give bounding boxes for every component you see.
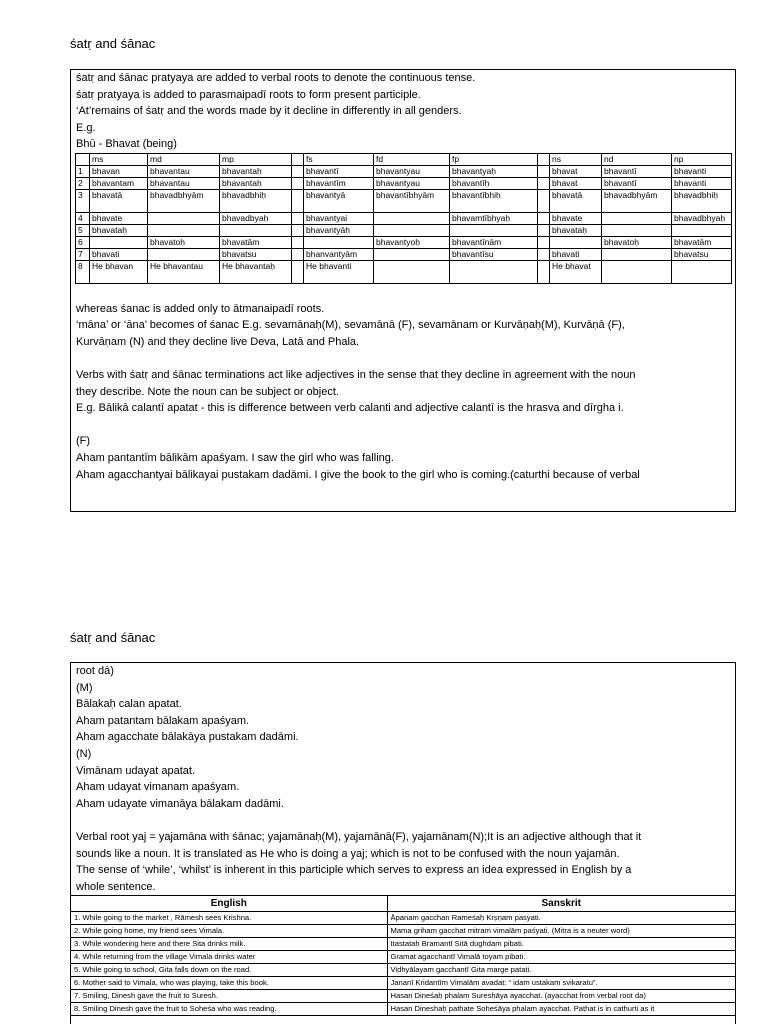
table-cell [538,224,550,236]
table-cell: bhavantyāḥ [304,224,374,236]
table-cell: bhavataḥ [550,224,602,236]
table-cell: He bhavat [550,260,602,283]
table-cell [450,260,538,283]
table-cell: bhavatā [90,189,148,212]
table-cell: bhavantī [602,165,672,177]
table-cell: bhavantaḥ [220,177,292,189]
table-cell: bhavat [550,177,602,189]
table-cell: bhavadbhyām [602,189,672,212]
table-cell [672,224,732,236]
sanskrit-cell: Vidhyālayam gacchantī Gita marge patati. [387,964,735,977]
table-cell [538,260,550,283]
table-cell [538,236,550,248]
text-line: Kurvāṇam (N) and they decline live Deva, Latā and Phala. [76,335,360,348]
column-header: ns [550,153,602,165]
column-header: md [148,153,220,165]
text-line [71,350,735,367]
sanskrit-cell: Mama griham gacchat mitram vimalām paśyati. (Mitra is a neuter word) [387,925,735,938]
table-cell [538,248,550,260]
table-cell [292,236,304,248]
sanskrit-cell: Itastataḥ Bramantī Sitā dughdam pibati. [387,938,735,951]
english-cell: 4. While returning from the village Vimala drinks water [71,951,387,964]
text-line: whereas śanac is added only to ātmanaipadī roots. [76,302,325,315]
text-line: whole sentence. [76,880,156,893]
table-cell: bhavadbyaḥ [220,212,292,224]
table-cell [148,248,220,260]
text-line: (F) [76,435,91,448]
table-cell: bhavantīḥ [450,177,538,189]
text-line [71,812,735,829]
table-row [76,248,732,260]
table-cell [148,212,220,224]
table-cell [602,212,672,224]
table-cell [602,224,672,236]
table-cell: bhavantam [90,177,148,189]
table-cell [672,260,732,283]
sanskrit-cell: Hasan Dineśaḥ phalam Sureshāya ayacchat. (ayacchat from verbal root da) [387,990,735,1003]
table-cell: 1 [76,165,90,177]
english-cell: 8. Smiling Dinesh gave the fruit to Soheśa who was reading. [71,1003,387,1016]
table-cell [148,224,220,236]
table-cell: He bhavantau [148,260,220,283]
translation-table [71,895,735,1016]
text-line: sounds like a noun. It is translated as He who is doing a yaj; which is not to be confused with the noun yajamān. [76,847,620,860]
table-cell [538,165,550,177]
table-cell [550,236,602,248]
table-row [71,1003,735,1016]
column-header: np [672,153,732,165]
table-cell [220,224,292,236]
table-row [71,990,735,1003]
table-cell: bhavantyai [304,212,374,224]
sanskrit-cell: Hasan Dineshaḥ pathate Soheśāya phalam ayacchat. Paṭhat is in cathurti as it [387,1003,735,1016]
table-cell: bhavatoḥ [602,236,672,248]
table-cell: 6 [76,236,90,248]
column-header: ms [90,153,148,165]
table-cell: bhavadbhyaḥ [672,212,732,224]
table-cell: bhavatā [550,189,602,212]
english-cell: 2. While going home, my friend sees Vimala. [71,925,387,938]
text-line: śatṛ pratyaya is added to parasmaipadī roots to form present participle. [76,88,421,101]
table-cell: bhavantīnām [450,236,538,248]
table-cell: bhavan [90,165,148,177]
table-cell: 7 [76,248,90,260]
table-cell [292,224,304,236]
table-cell [292,189,304,212]
table-cell: bhavantau [148,177,220,189]
english-cell: 5. While going to school, Gita falls down on the road. [71,964,387,977]
text-line: Aham agacchate bālakāya pustakam dadāmi. [76,731,299,744]
sanskrit-cell: Jananī Kridantīm Vimalām avadat: “ idam ustakam svikaratu”. [387,977,735,990]
column-header [538,153,550,165]
column-header: nd [602,153,672,165]
text-line: Aham pantantīm bālikām apaśyam. I saw the girl who was falling. [76,451,394,464]
table-cell: bhavat [550,165,602,177]
text-line: ‘māna’ or ‘āna’ becomes of śanac E.g. sevamānaḥ(M), sevamānā (F), sevamānam or Kurvāṇaḥ(M), Kurvāṇā (F), [76,319,625,332]
text-line: Bhū - Bhavat (being) [76,138,177,151]
table-cell [374,224,450,236]
table-row [71,977,735,990]
table-cell [602,260,672,283]
text-line: E.g. [76,121,96,134]
text-line: The sense of ‘while’, ‘whilst’ is inherent in this participle which serves to express an idea expressed in English by a [76,864,632,877]
column-header: fd [374,153,450,165]
table-cell: 3 [76,189,90,212]
table-cell: bhavantīm [304,177,374,189]
content-box-2 [70,662,736,1024]
table-cell [292,165,304,177]
table-cell [538,212,550,224]
table-cell: bhavatoḥ [148,236,220,248]
table-cell: bhavati [550,248,602,260]
text-line: Aham udayat vimanam apaśyam. [76,781,240,794]
table-cell [292,212,304,224]
table-row [71,964,735,977]
content-box-1 [70,69,736,512]
table-cell: bhavantībhyām [374,189,450,212]
table-row [76,165,732,177]
text-line: Aham udayate vimanāya bālakam dadāmi. [76,797,284,810]
body-text [71,663,735,895]
text-line: ‘At’remains of śatṛ and the words made by it decline in differently in all genders. [76,105,462,118]
table-cell: He bhavanti [304,260,374,283]
table-row [76,260,732,283]
table-cell: 2 [76,177,90,189]
table-cell: bhavadbhiḥ [220,189,292,212]
table-cell: bhavantyā [304,189,374,212]
table-cell: bhavate [90,212,148,224]
column-header: fp [450,153,538,165]
text-line: they describe. Note the noun can be subject or object. [76,385,339,398]
table-row [71,912,735,925]
table-cell [538,177,550,189]
table-cell [292,248,304,260]
table-row [71,951,735,964]
table-cell: He bhavantaḥ [220,260,292,283]
text-line: Aham patantam bālakam apaśyam. [76,714,250,727]
declension-table [75,153,732,284]
table-cell: bhavatsu [220,248,292,260]
table-cell: 8 [76,260,90,283]
text-line: Verbs with śatṛ and śānac terminations act like adjectives in the sense that they decline in agreement with the noun [76,368,636,381]
table-cell [374,260,450,283]
table-cell [304,236,374,248]
table-cell: bhavantyoḥ [374,236,450,248]
table-row [76,189,732,212]
english-cell: 1. While going to the market , Rāmesh sees Krishna. [71,912,387,925]
table-cell: 4 [76,212,90,224]
page-title: śatṛ and śānac [70,630,156,645]
table-cell: bhavadbhiḥ [672,189,732,212]
text-line: Aham agacchantyai bālikayai pustakam dadāmi. I give the book to the girl who is coming.(caturthi because of verbal [76,468,640,481]
body-text [71,301,735,484]
table-cell: bhavantau [148,165,220,177]
text-line: root dā) [76,665,114,677]
table-cell [374,212,450,224]
table-cell [602,248,672,260]
column-header: fs [304,153,374,165]
english-cell: 3. While wondering here and there Sita drinks milk. [71,938,387,951]
table-cell: bhavantyaḥ [450,165,538,177]
text-line: E.g. Bālikā calantī apatat - this is difference between verb calanti and adjective calantī is the hrasva and dīrgha i. [76,402,624,415]
table-cell: bhavadbhyām [148,189,220,212]
table-cell: bhavantyau [374,165,450,177]
table-cell: bhavantī [602,177,672,189]
english-cell: 7. Smiling, Dinesh gave the fruit to Suresh. [71,990,387,1003]
table-cell: bhavantībhiḥ [450,189,538,212]
table-cell: bhavantyau [374,177,450,189]
table-cell: bhanvantyām [304,248,374,260]
table-cell: 5 [76,224,90,236]
table-row [71,925,735,938]
sanskrit-cell: Āpanam gacchan Rameśaḥ Krṣṇam pasyati. [387,912,735,925]
table-cell: bhavanti [672,165,732,177]
text-line: śatṛ and śānac pratyaya are added to verbal roots to denote the continuous tense. [76,72,476,84]
table-cell [90,236,148,248]
table-cell: He bhavan [90,260,148,283]
text-line [71,417,735,434]
table-cell: bhavanti [672,177,732,189]
table-cell: bhavatām [220,236,292,248]
table-row [71,938,735,951]
text-line: Verbal root yaj = yajamāna with śānac; yajamānaḥ(M), yajamānā(F), yajamānam(N);It is an adjective although that it [76,830,642,843]
column-header: English [71,896,387,912]
table-cell: bhavatām [672,236,732,248]
table-row [76,177,732,189]
column-header: Sanskrit [387,896,735,912]
table-cell [450,224,538,236]
table-cell: bhavati [90,248,148,260]
column-header: mp [220,153,292,165]
table-cell: bhavatsu [672,248,732,260]
table-cell [292,260,304,283]
table-cell: bhavantaḥ [220,165,292,177]
table-cell: bhavantīsu [450,248,538,260]
table-cell [292,177,304,189]
table-cell [538,189,550,212]
english-cell: 6. Mother said to Vimala, who was playing, take this book. [71,977,387,990]
table-cell [374,248,450,260]
table-cell: bhavantī [304,165,374,177]
table-row [76,224,732,236]
text-line: (N) [76,747,92,760]
table-row [76,212,732,224]
sanskrit-cell: Gramat agacchantī Vimalā toyam pibati. [387,951,735,964]
table-cell: bhavate [550,212,602,224]
column-header [292,153,304,165]
table-cell: bhavataḥ [90,224,148,236]
text-line: Vimānam udayat apatat. [76,764,196,777]
intro-text [71,70,735,153]
text-line: Bālakaḥ calan apatat. [76,698,182,711]
text-line: (M) [76,681,93,694]
table-cell: bhavamtībhyaḥ [450,212,538,224]
table-row [76,236,732,248]
page-title: śatṛ and śānac [70,36,156,51]
column-header [76,153,90,165]
